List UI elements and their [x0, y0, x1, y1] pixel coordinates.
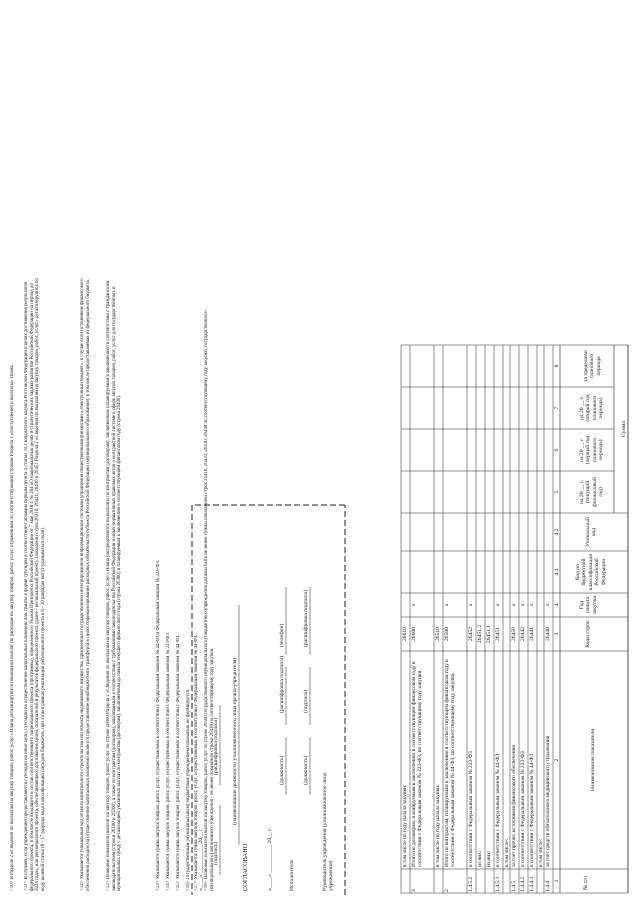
row-name: в соответствии с Федеральным законом № 44-ФЗ	[495, 753, 501, 867]
row-name: за счет прочих источников финансового обеспечения	[511, 744, 517, 867]
row-year: х	[411, 603, 417, 607]
header-col-bk: Код по бюджетной классификации Российской Федерации	[575, 553, 607, 591]
column-number: 8	[553, 364, 560, 368]
header-col-y3: на 20 __ г. (второй год планового периода)	[579, 394, 605, 422]
row-number	[486, 870, 494, 892]
row-code: 26442	[520, 627, 526, 641]
executor-phone-caption: (телефон)	[279, 623, 285, 647]
column-number: 3	[553, 632, 560, 636]
date-line-2: «____» __________ 20__ г.	[198, 827, 204, 891]
row-name: Итого по контрактам, планируемым к заключению в соответствующем финансовом году в соответствии с Федеральным законом № 44-ФЗ, по соответствующему году закупки	[444, 659, 457, 867]
row-code: 26600	[411, 627, 417, 641]
row-year: х	[520, 603, 526, 607]
agreed-label: СОГЛАСОВАНО	[242, 843, 249, 891]
column-number: 7	[553, 406, 560, 410]
column-number: 4.2	[553, 528, 560, 536]
column-number: 5	[553, 490, 560, 494]
head-signature-label: Руководитель учреждения (уполномоченное лицо учреждения)	[322, 772, 335, 891]
row-code: 26451	[495, 627, 501, 641]
row-number: 1.4.5.1	[495, 876, 501, 892]
row-code: 26451.2	[477, 624, 483, 644]
row-code: 26451.1	[486, 624, 492, 644]
row-year	[538, 593, 544, 617]
row-code	[504, 617, 510, 651]
row-year: х	[495, 603, 501, 607]
row-number: 1.4.4.2	[520, 876, 526, 892]
row-code: 26500	[444, 627, 450, 641]
footnote: <12> Указывается уникальный код объекта капитального строительства или объекта недвижимого имущества, присвоенный государственной интегрированной информационной системой управления общественными финансами «Электронный бюджет», в случае если источником финансового обеспечения расходов на осуществление капитальных вложений является предоставление межбюджетного трансферта в целях софинансирования расходных обязательств субъекта Российской Федерации (муниципального образования), в том числе предоставляемая из федерального бюджета.	[80, 278, 91, 891]
row-code	[538, 617, 544, 651]
row-name: в соответствии с Федеральным законом № 223-ФЗ	[520, 751, 526, 867]
header-col-year: Год начала закупки	[579, 595, 598, 615]
authority-caption: (наименование должности уполномоченного лица органа-учредителя)	[232, 657, 238, 825]
header-col-code: Коды строк	[585, 620, 591, 648]
executor-position-caption: (должность)	[279, 755, 285, 785]
row-name: в том числе:	[504, 838, 510, 867]
row-year: х	[545, 603, 551, 607]
row-number	[504, 870, 510, 892]
row-year: х	[511, 603, 517, 607]
column-number: 4.1	[553, 568, 560, 576]
row-name: в том числе по году начала закупки:	[402, 784, 408, 867]
row-code: 26450	[511, 627, 517, 641]
position-caption: (должность)	[303, 755, 309, 785]
row-name: Итого по договорам, планируемым к заключению в соответствующем финансовом году в соответствии с Федеральным законом № 223-ФЗ, по соответствующему году закупки	[411, 661, 424, 867]
fio2-caption: (расшифровка подписи)	[213, 717, 219, 775]
column-number: 6	[553, 448, 560, 452]
footnote: <11> В случаях, если учреждению предоставляются субсидии на иные цели, субсидии на осуществление капитальных вложений или гранты в форме субсидий в соответствии с абзацем первым пункта 4 статьи 78.1 Бюджетного кодекса Российской Федерации в целях достижения результатов федерального проекта, в том числе входящего в состав соответствующего национального проекта (программы), определенного Указом Президента Российской Федерации от 7 мая 2018 г. № 204 «О национальных целях и стратегических задачах развития Российской Федерации на период до 2024 года», или регионального проекта, обеспечивающего достижение целей, показателей и результатов федерального проекта (далее - региональный проект), показатели строк 26310, 26421, 26430 и 26451 Раздела 2 «Сведения по выплатам на закупку товаров, работ, услуг» детализируются по коду целевой статьи (8 - 17 разряды кода классификации расходов бюджетов, при этом в рамках реализации регионального проекта в 8 - 10 разрядах могут указываться нули).	[24, 278, 46, 891]
row-code: 26452	[468, 627, 474, 641]
row-number: 3	[411, 889, 417, 892]
row-year	[435, 593, 443, 617]
row-number: 1.4.5	[511, 880, 517, 892]
row-name: в соответствии с Федеральным законом № 44-ФЗ	[529, 753, 535, 867]
row-name: в соответствии с Федеральным законом № 223-ФЗ	[468, 751, 474, 867]
footnote: <18> Плановые показатели выплат на закупку товаров, работ, услуг по строке 26500 государственного (муниципального) бюджетного учреждения должны быть не менее суммы показателей строк 26410, 26420, 26430, 26440 по соответствующему году закупки, государственного (муниципального) автономного учреждения - не менее показателя строки 26430 по соответствующему году закупки.	[204, 310, 215, 891]
header-col-y1: на 20 __ г. (текущий финансовый год)	[579, 477, 605, 507]
row-name: в том числе:	[538, 838, 544, 867]
date-line: «____» __________ 20__ г.	[267, 827, 273, 891]
row-year: х	[468, 603, 474, 607]
column-number: 1	[553, 879, 560, 883]
row-year: х	[529, 603, 535, 607]
row-year: х	[444, 603, 450, 607]
row-year	[504, 593, 510, 617]
row-name: в том числе по году начала закупки:	[435, 784, 441, 867]
footnote: <10> В Разделе 2 «Сведения по выплатам на закупку товаров, работ, услуг» Плана детализируются показатели выплат по расходам на закупку товаров, работ, услуг, отраженным по соответствующим строкам Раздела 1 «Поступления и выплаты» Плана.	[10, 364, 15, 891]
footnote: <12> Плановые показатели выплат на закупку товаров, работ, услуг по строке 26000 Раздела 2 «Сведения по выплатам на закупку товаров, работ, услуг» Плана распределяются на выплаты по контрактам (договорам), заключенным (планируемым к заключению) в соответствии с гражданским законодательством (строки 26100 и 26200), а также по контрактам (договорам), заключаемым в соответствии с требованиями законодательства Российской Федерации и иных нормативных правовых актов о контрактной системе в сфере закупок товаров, работ, услуг для государственных и муниципальных нужд, с детализацией указанных выплат по контрактам (договорам), заключенным до начала текущего финансового года (строка 26300) и планируемым к заключению в соответствующем финансовом году (строка 26400).	[106, 280, 123, 891]
row-number	[435, 870, 443, 892]
row-year	[486, 593, 494, 617]
row-number: 2	[444, 889, 450, 892]
row-code: 26441	[529, 627, 535, 641]
row-number	[402, 870, 410, 892]
row-number: 1.4.5.2	[468, 876, 474, 892]
footnote: <15> Указывается сумма закупок товаров, работ, услуг, осуществляемых в соответствии с Федеральным законом № 44-ФЗ.	[176, 634, 181, 891]
header-col-uniq: Уникальный код	[585, 517, 598, 547]
header-col-y2: на 20 __ г. (первый год планового периода)	[579, 435, 605, 465]
signature-caption: (подпись)	[303, 689, 309, 713]
header-col-no: № п/п	[583, 875, 589, 891]
row-number	[477, 870, 485, 892]
column-number: 2	[553, 758, 560, 762]
executor-fio-caption: (расшифровка подписи)	[279, 655, 285, 713]
row-code: 26510	[435, 627, 441, 641]
row-name: за счет средств обязательного медицинского страхования	[545, 735, 551, 867]
footnote: <14> Указывается сумма закупок товаров, работ, услуг, осуществляемых в соответствии с Федеральным законом № 223-ФЗ.	[166, 632, 171, 891]
row-name: из них:	[486, 850, 492, 867]
fio-caption: (расшифровка подписи)	[303, 589, 309, 647]
footnote: <16> Государственным (муниципальным) бюджетным учреждением показатель не формируется.	[186, 688, 191, 891]
header-col-y4: за пределами планового периода	[583, 350, 602, 382]
row-number: 1.4.4.1	[529, 876, 535, 892]
row-code: 26440	[545, 627, 551, 641]
executor-label: Исполнитель	[289, 859, 295, 891]
header-col-sum: Сумма	[621, 421, 627, 437]
row-name: из них:	[477, 850, 483, 867]
footnote: <13> Указывается сумма закупок товаров, работ, услуг, осуществляемых в соответствии с Федеральным законом № 44-ФЗ и Федеральным законом № 223-ФЗ.	[156, 560, 161, 891]
header-col-name: Наименование показателя	[590, 729, 596, 791]
row-number	[538, 870, 544, 892]
footnote: <17> Указывается сумма закупок товаров, работ, услуг, осуществляемых в соответствии с Федеральным законом № 44-ФЗ.	[194, 634, 199, 891]
sig2-caption: (подпись)	[213, 841, 219, 865]
row-year	[402, 593, 410, 617]
column-number: 4	[553, 603, 560, 607]
row-number: 1.4.4	[545, 880, 551, 892]
row-year	[477, 593, 485, 617]
row-code: 26610	[402, 627, 408, 641]
